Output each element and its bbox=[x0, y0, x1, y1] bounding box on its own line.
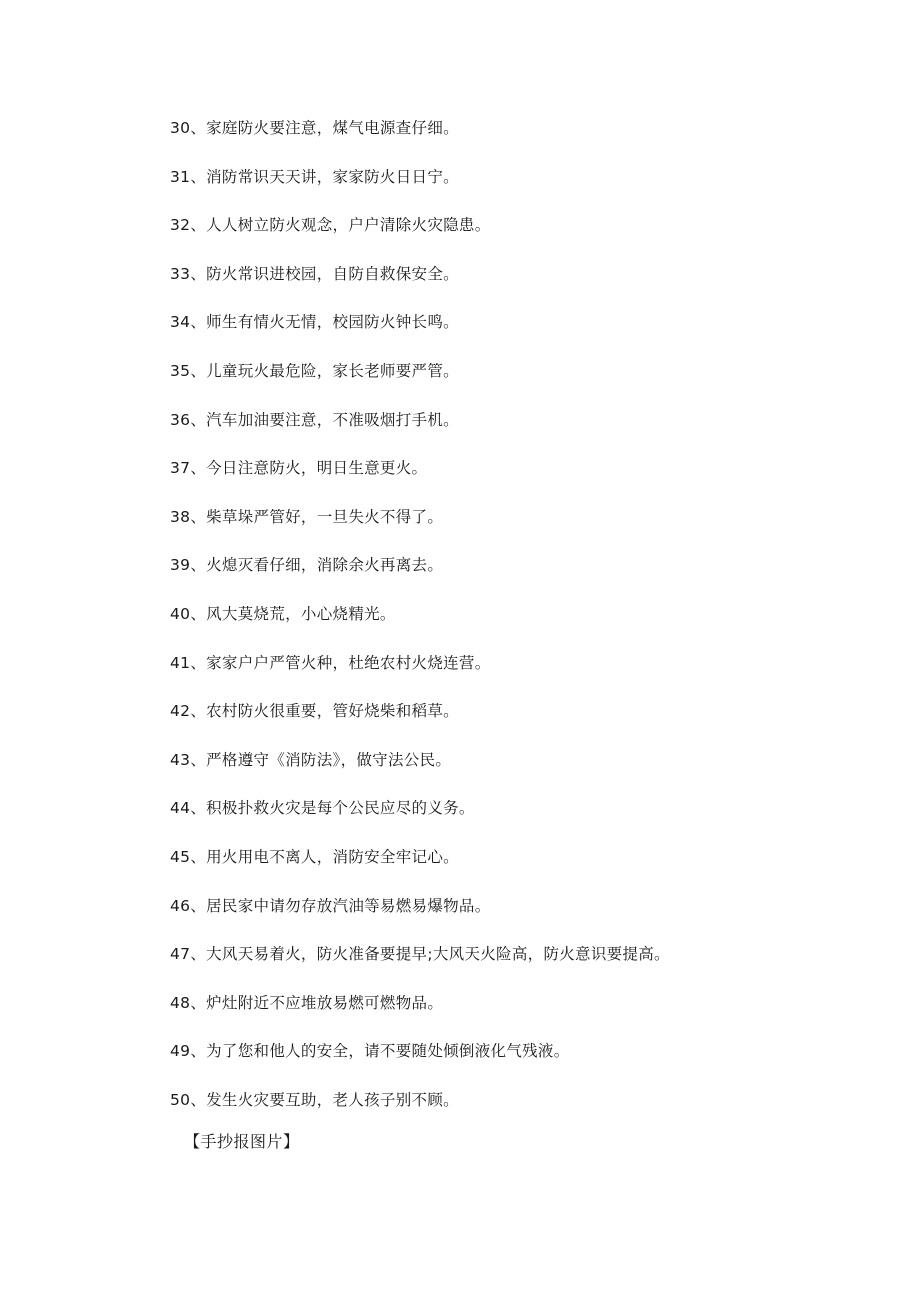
slogan-item: 32、人人树立防火观念，户户清除火灾隐患。 bbox=[170, 216, 491, 235]
slogan-item: 47、大风天易着火，防火准备要提早;大风天火险高，防火意识要提高。 bbox=[170, 945, 670, 964]
slogan-item: 49、为了您和他人的安全，请不要随处倾倒液化气残液。 bbox=[170, 1042, 570, 1061]
slogan-item: 44、积极扑救火灾是每个公民应尽的义务。 bbox=[170, 799, 475, 818]
slogan-item: 46、居民家中请勿存放汽油等易燃易爆物品。 bbox=[170, 896, 491, 915]
slogan-item: 41、家家户户严管火种，杜绝农村火烧连营。 bbox=[170, 653, 491, 672]
slogan-item: 43、严格遵守《消防法》，做守法公民。 bbox=[170, 750, 452, 769]
slogan-item: 36、汽车加油要注意，不准吸烟打手机。 bbox=[170, 410, 459, 429]
slogan-item: 42、农村防火很重要，管好烧柴和稻草。 bbox=[170, 702, 459, 721]
slogan-item: 40、风大莫烧荒，小心烧精光。 bbox=[170, 604, 396, 623]
slogan-item: 48、炉灶附近不应堆放易燃可燃物品。 bbox=[170, 993, 444, 1012]
slogan-item: 30、家庭防火要注意，煤气电源查仔细。 bbox=[170, 119, 459, 137]
slogan-item: 45、用火用电不离人，消防安全牢记心。 bbox=[170, 847, 459, 866]
slogan-item: 34、师生有情火无情，校园防火钟长鸣。 bbox=[170, 313, 459, 332]
slogan-item: 50、发生火灾要互助，老人孩子别不顾。 bbox=[170, 1090, 459, 1109]
slogan-item: 38、柴草垛严管好，一旦失火不得了。 bbox=[170, 507, 444, 526]
slogan-item: 37、今日注意防火，明日生意更火。 bbox=[170, 459, 428, 478]
slogan-item: 39、火熄灭看仔细，消除余火再离去。 bbox=[170, 556, 444, 575]
slogan-item: 35、儿童玩火最危险，家长老师要严管。 bbox=[170, 361, 459, 380]
slogan-list bbox=[170, 114, 670, 1134]
slogan-item: 33、防火常识进校园，自防自救保安全。 bbox=[170, 264, 459, 283]
slogan-item: 31、消防常识天天讲，家家防火日日宁。 bbox=[170, 167, 459, 186]
section-heading: 【手抄报图片】 bbox=[184, 1132, 300, 1151]
